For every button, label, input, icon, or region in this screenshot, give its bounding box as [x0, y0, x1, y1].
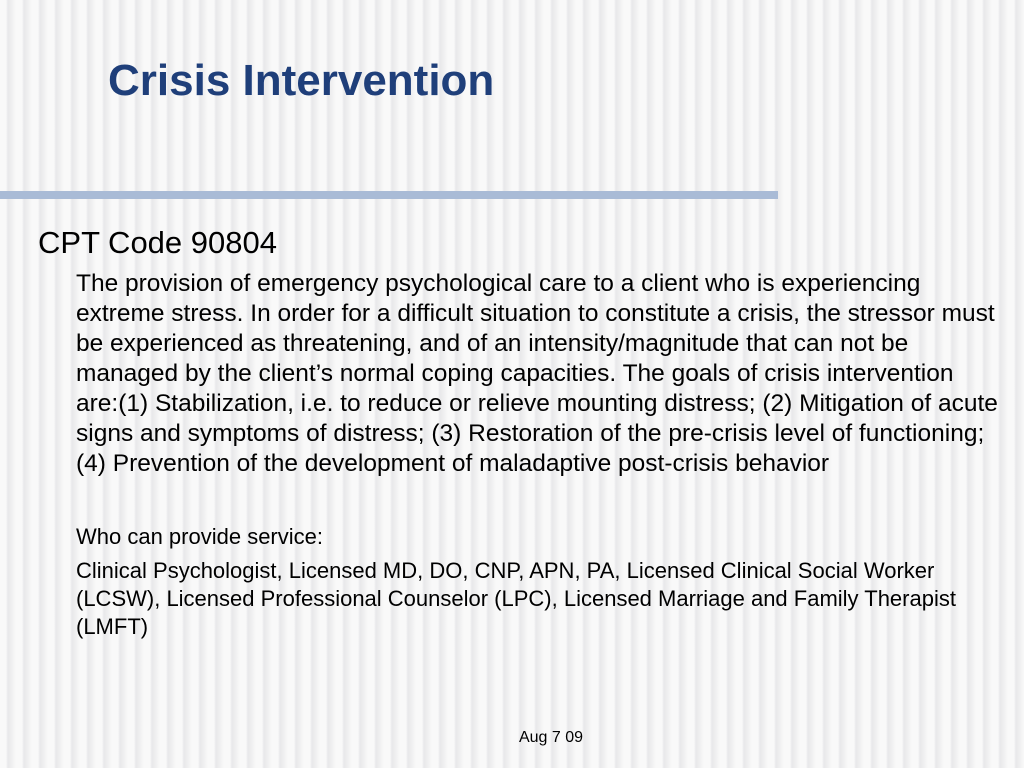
- slide-content: [38, 224, 998, 641]
- description-paragraph: The provision of emergency psychological care to a client who is experiencing extreme stress. In order for a difficult situation to constitute a crisis, the stressor must be experienced as threatening, and of an intensity/magnitude that can not be managed by the client’s normal coping capacities. The goals of crisis intervention are:(1) Stabilization, i.e. to reduce or relieve mounting distress; (2) Mitigation of acute signs and symptoms of distress; (3) Restoration of the pre-crisis level of functioning; (4) Prevention of the development of maladaptive post-crisis behavior: [76, 269, 998, 477]
- slide-title: Crisis Intervention: [108, 56, 495, 105]
- providers-list: Clinical Psychologist, Licensed MD, DO, CNP, APN, PA, Licensed Clinical Social Worker (LCSW), Licensed Professional Counselor (LPC), Licensed Marriage and Family Therapist (LMFT): [76, 557, 956, 639]
- providers-label: Who can provide service:: [76, 523, 323, 549]
- title-divider: [0, 191, 778, 199]
- slide-footer-date: Aug 7 09: [518, 729, 584, 746]
- cpt-code-heading: CPT Code 90804: [38, 225, 277, 260]
